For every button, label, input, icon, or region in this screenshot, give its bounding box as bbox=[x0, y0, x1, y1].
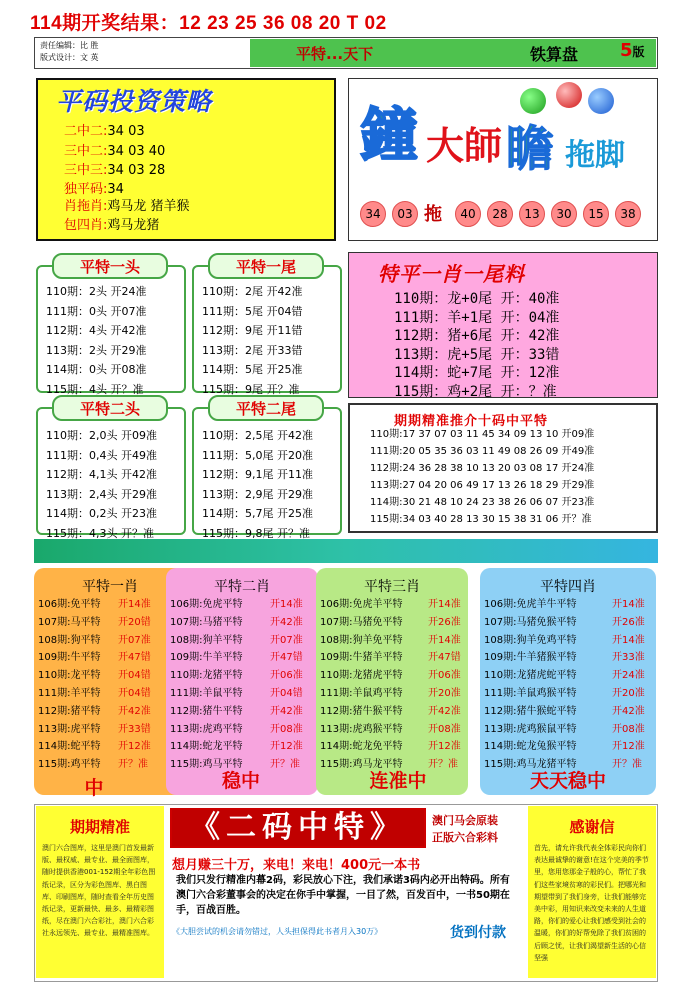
list-item: 114期：5尾 开25准 bbox=[202, 363, 303, 376]
result: 开？准 bbox=[270, 759, 300, 771]
list-item: 111期:20 05 35 36 03 11 49 08 26 09 开49准 bbox=[370, 446, 595, 457]
result: 开42准 bbox=[428, 705, 461, 717]
red-ball-icon bbox=[556, 82, 582, 108]
pingping-rows bbox=[394, 290, 559, 401]
result: 开26准 bbox=[428, 616, 461, 628]
result: 开42准 bbox=[270, 616, 303, 628]
tou2-rows bbox=[46, 426, 157, 543]
list-item: 110期：2头 开24准 bbox=[46, 285, 147, 298]
page-suffix: 版 bbox=[632, 45, 645, 59]
list-item: 112期:24 36 28 38 10 13 20 03 08 17 开24准 bbox=[370, 463, 595, 474]
pick: 114期:蛇平特 bbox=[38, 741, 101, 753]
result: 开12准 bbox=[612, 741, 645, 753]
list-item: 113期：2尾 开33错 bbox=[202, 343, 303, 357]
ball-number: 34 bbox=[360, 201, 386, 227]
strategy-label: 三中二: bbox=[64, 144, 108, 159]
header-pan: 铁算盘 bbox=[530, 45, 579, 64]
pick: 107期:马猪免平特 bbox=[320, 616, 403, 628]
list-item: 113期：虎+5尾 开：33错 bbox=[394, 346, 560, 363]
pick: 111期:羊鼠平特 bbox=[170, 687, 243, 699]
page-number bbox=[620, 40, 645, 61]
guarantee-quote: 《大胆尝试的机会请勿错过，人头担保得此书者月入30万》 bbox=[172, 927, 383, 936]
header-credits bbox=[40, 40, 99, 64]
list-item: 113期：2,4头 开29准 bbox=[46, 487, 157, 501]
strategy-row bbox=[64, 218, 159, 234]
result: 开07准 bbox=[118, 634, 151, 646]
pick: 112期:猪牛猴平特 bbox=[320, 705, 403, 717]
result: 开14准 bbox=[118, 599, 151, 610]
draw-result: 114期开奖结果：12 23 25 36 08 20 T 02 bbox=[30, 13, 387, 34]
list-item: 111期：0,4头 开49准 bbox=[46, 448, 157, 462]
list-item: 112期：9尾 开11错 bbox=[202, 324, 303, 337]
erma-banner: 《二码中特》 bbox=[170, 808, 426, 848]
list-item: 115期：鸡+2尾 开：？准 bbox=[394, 383, 557, 400]
result: 开14准 bbox=[428, 634, 461, 646]
list-item: 111期：0头 开07准 bbox=[46, 304, 147, 318]
column-title: 平特三肖 bbox=[364, 579, 420, 595]
column-title: 平特四肖 bbox=[540, 579, 596, 595]
tuo-char: 拖 bbox=[424, 204, 442, 225]
pick: 109期:牛平特 bbox=[38, 652, 101, 664]
pick: 113期:虎平特 bbox=[38, 723, 101, 735]
result: 开42准 bbox=[118, 705, 151, 717]
result: 开06准 bbox=[428, 670, 461, 682]
result: 开24准 bbox=[612, 670, 645, 682]
list-item: 110期：2尾 开42准 bbox=[202, 285, 303, 298]
result: 开14准 bbox=[612, 599, 645, 610]
strategy-value: 34 03 40 bbox=[107, 144, 166, 159]
column-2-slogan: 稳中 bbox=[221, 770, 260, 792]
result: 开？准 bbox=[118, 759, 148, 771]
ball-number: 38 bbox=[615, 201, 641, 227]
result: 开04错 bbox=[118, 687, 151, 699]
ball-number: 03 bbox=[392, 201, 418, 227]
list-item: 111期：5尾 开04错 bbox=[202, 304, 303, 318]
pick: 107期:马猪免猴平特 bbox=[484, 616, 577, 628]
result: 开12准 bbox=[428, 741, 461, 753]
result: 开14准 bbox=[270, 599, 303, 610]
pick: 112期:猪牛平特 bbox=[170, 705, 243, 717]
strategy-label: 二中二: bbox=[64, 124, 108, 139]
pick: 110期:龙猪平特 bbox=[170, 670, 243, 682]
pick: 113期:虎鸡猴鼠平特 bbox=[484, 723, 577, 735]
pick: 110期:龙平特 bbox=[38, 670, 101, 682]
left-promo-text: 澳门六合图库，这里是澳门首发最新版、最权威、最专业、最全面图库，随时提供香港001-152期全年彩色图纸记录，区分为彩色图库、黑白图库、印刷图库，随时查看全年历史图纸记录，更新最快、最多、最精彩图纸，尽在澳门六合彩社，澳门六合彩社永远领先、最专业、最精准图库。 bbox=[42, 844, 156, 938]
pick: 108期:狗羊免鸡平特 bbox=[484, 634, 577, 646]
column-4-rows bbox=[484, 596, 645, 774]
list-item: 112期：猪+6尾 开：42准 bbox=[394, 328, 560, 344]
result: 开08准 bbox=[428, 723, 461, 735]
column-title: 平特一肖 bbox=[82, 579, 138, 595]
ball-number: 30 bbox=[551, 201, 577, 227]
result: 开12准 bbox=[118, 741, 151, 753]
strategy-label: 三中三: bbox=[64, 163, 108, 178]
list-item: 115期：9,8尾 开？准 bbox=[202, 526, 310, 540]
pick: 111期:羊鼠鸡平特 bbox=[320, 687, 403, 699]
dashi-chars: 大師 bbox=[426, 123, 503, 168]
result: 开08准 bbox=[612, 723, 645, 735]
column-3-slogan: 连准中 bbox=[369, 770, 427, 792]
erma-description: 我们只发行精准内幕2码，彩民放心下注，我们承诺3码内必开出特码。所有澳门六合彩董事会的决定在你手中掌握，一目了然，百发百中，一书50期在手，百战百胜。 bbox=[176, 875, 510, 916]
result: 开14准 bbox=[428, 599, 461, 610]
ball-number: 15 bbox=[583, 201, 609, 227]
cod-label: 货到付款 bbox=[450, 925, 506, 941]
list-item: 112期：4头 开42准 bbox=[46, 324, 147, 337]
pick: 114期:蛇龙平特 bbox=[170, 741, 243, 753]
strategy-row bbox=[64, 182, 124, 198]
result: 开20错 bbox=[118, 616, 151, 628]
pick: 106期:免虎平特 bbox=[170, 599, 243, 610]
pick: 106期:免虎羊牛平特 bbox=[484, 599, 577, 610]
result: 开47错 bbox=[428, 652, 461, 664]
wei2-rows bbox=[202, 426, 313, 543]
pick: 115期:鸡马平特 bbox=[170, 759, 243, 771]
pick: 115期:鸡平特 bbox=[38, 759, 101, 771]
strategy-value: 34 bbox=[107, 182, 124, 197]
result: 开26准 bbox=[612, 616, 645, 628]
wei2-title: 平特二尾 bbox=[208, 395, 324, 421]
result: 开20准 bbox=[428, 687, 461, 699]
pick: 108期:狗羊平特 bbox=[170, 634, 243, 646]
tenma-rows bbox=[370, 426, 594, 528]
column-2-rows bbox=[170, 596, 303, 774]
pick: 106期:免平特 bbox=[38, 599, 101, 610]
divider-bar bbox=[34, 539, 658, 563]
result: 开06准 bbox=[270, 670, 303, 682]
result: 开14准 bbox=[612, 634, 645, 646]
ball-number: 13 bbox=[519, 201, 545, 227]
tenma-title: 期期精准推介十码中平特 bbox=[394, 414, 549, 429]
list-item: 110期：2,5尾 开42准 bbox=[202, 429, 313, 442]
erma-side-line: 正版六合彩料 bbox=[432, 831, 498, 844]
pick: 112期:猪平特 bbox=[38, 705, 101, 717]
list-item: 114期：0,2头 开23准 bbox=[46, 507, 157, 520]
tou1-title: 平特一头 bbox=[52, 253, 168, 279]
result: 开42准 bbox=[612, 705, 645, 717]
list-item: 110期:17 37 07 03 11 45 34 09 13 10 开09准 bbox=[370, 429, 595, 440]
column-1-slogan: 中 bbox=[84, 777, 104, 799]
strategy-value: 鸡马龙猪 bbox=[107, 218, 160, 233]
pick: 107期:马平特 bbox=[38, 616, 101, 628]
list-item: 115期：4,3头 开？准 bbox=[46, 526, 154, 540]
strategy-value: 34 03 bbox=[107, 124, 145, 139]
ball-number: 28 bbox=[487, 201, 513, 227]
list-item: 111期：5,0尾 开20准 bbox=[202, 448, 313, 462]
result: 开42准 bbox=[270, 705, 303, 717]
column-title: 平特二肖 bbox=[214, 579, 270, 595]
erma-side bbox=[432, 812, 498, 846]
result: 开12准 bbox=[270, 741, 303, 753]
page-number-value: 5 bbox=[620, 40, 633, 61]
pick: 114期:蛇龙兔猴平特 bbox=[484, 741, 577, 753]
wei1-rows bbox=[202, 282, 303, 399]
strategy-row bbox=[64, 199, 190, 215]
pick: 108期:狗平特 bbox=[38, 634, 101, 646]
zhan-char: 瞻 bbox=[506, 121, 555, 177]
list-item: 112期：4,1头 开42准 bbox=[46, 468, 157, 481]
pick: 108期:狗羊免平特 bbox=[320, 634, 403, 646]
result: 开33错 bbox=[118, 723, 151, 735]
column-3-rows bbox=[320, 596, 461, 774]
tuojiao-chars: 拖脚 bbox=[565, 138, 625, 173]
list-item: 115期：9尾 开？准 bbox=[202, 382, 300, 396]
pick: 113期:虎鸡平特 bbox=[170, 723, 243, 735]
editor-credit: 责任编辑：比 胜 bbox=[40, 41, 99, 50]
list-item: 113期：2,9尾 开29准 bbox=[202, 487, 313, 501]
strategy-row bbox=[64, 163, 165, 179]
ball-number: 40 bbox=[455, 201, 481, 227]
result: 开47错 bbox=[118, 652, 151, 664]
zhong-char: 鐘 bbox=[360, 101, 419, 169]
result: 开04错 bbox=[270, 687, 303, 699]
thanks-text: 首先，请允许我代表全体彩民向你们表达最诚挚的谢意!在这个完美的季节里，您用您那金子般的心，帮忙了我们这些家境贫寒的彩民们。把哪光和期望带到了我们身旁，让我们能够完美中彩，用知识来改变未来的人生道路，你们的爱心让我们感受到社会的温暖，你们的好帮免除了我们贫困的后顾之忧，让我们渴望新生活的心信坚强 bbox=[534, 844, 649, 962]
list-item: 110期：2,0头 开09准 bbox=[46, 429, 157, 442]
list-item: 114期：蛇+7尾 开：12准 bbox=[394, 365, 560, 381]
list-item: 113期：2头 开29准 bbox=[46, 343, 147, 357]
list-item: 112期：9,1尾 开11准 bbox=[202, 468, 313, 481]
strategy-value: 34 03 28 bbox=[107, 163, 166, 178]
result: 开08准 bbox=[270, 723, 303, 735]
pick: 111期:羊鼠鸡猴平特 bbox=[484, 687, 577, 699]
pick: 107期:马猪平特 bbox=[170, 616, 243, 628]
pick: 114期:蛇龙免平特 bbox=[320, 741, 403, 753]
list-item: 113期:27 04 20 06 49 17 13 26 18 29 开29准 bbox=[370, 480, 595, 491]
column-4-slogan: 天天稳中 bbox=[529, 770, 606, 792]
pick: 110期:龙猪虎平特 bbox=[320, 670, 403, 682]
list-item: 114期:30 21 48 10 24 23 38 26 06 07 开23准 bbox=[370, 497, 595, 508]
strategy-value: 鸡马龙 猪羊猴 bbox=[107, 199, 190, 214]
pick: 106期:免虎羊平特 bbox=[320, 599, 403, 610]
strategy-label: 独平码: bbox=[64, 182, 108, 197]
pick: 109期:牛羊猪猴平特 bbox=[484, 652, 577, 664]
pingping-title: 特平一肖一尾料 bbox=[378, 262, 525, 286]
pick: 115期:鸡马龙猪平特 bbox=[484, 759, 577, 771]
strategy-row bbox=[64, 124, 145, 140]
pick: 109期:牛羊平特 bbox=[170, 652, 243, 664]
list-item: 114期：0头 开08准 bbox=[46, 363, 147, 376]
result: 开20准 bbox=[612, 687, 645, 699]
result: 开？准 bbox=[612, 759, 642, 771]
pick: 109期:牛猪羊平特 bbox=[320, 652, 403, 664]
pick: 110期:龙猪虎蛇平特 bbox=[484, 670, 577, 682]
pick: 113期:虎鸡猴平特 bbox=[320, 723, 403, 735]
list-item: 110期：龙+0尾 开：40准 bbox=[394, 291, 560, 307]
blue-ball-icon bbox=[588, 88, 614, 114]
strategy-row bbox=[64, 144, 165, 160]
strategy-title: 平码投资策略 bbox=[56, 87, 213, 116]
list-item: 114期：5,7尾 开25准 bbox=[202, 507, 313, 520]
strategy-label: 包四肖: bbox=[64, 218, 108, 233]
strategy-label: 肖拖肖: bbox=[64, 199, 108, 214]
list-item: 111期：羊+1尾 开：04准 bbox=[394, 309, 560, 326]
tou1-rows bbox=[46, 282, 147, 399]
result: 开07准 bbox=[270, 634, 303, 646]
pick: 112期:猪牛猴蛇平特 bbox=[484, 705, 577, 717]
result: 开47错 bbox=[270, 652, 303, 664]
header-title: 平特...天下 bbox=[296, 45, 374, 63]
column-1-rows bbox=[38, 596, 151, 774]
pick: 115期:鸡马龙平特 bbox=[320, 759, 403, 771]
pick: 111期:羊平特 bbox=[38, 687, 101, 699]
list-item: 115期:34 03 40 28 13 30 15 38 31 06 开？准 bbox=[370, 514, 592, 525]
list-item: 115期：4头 开？准 bbox=[46, 382, 144, 396]
left-promo-title: 期期精准 bbox=[69, 818, 130, 836]
result: 开04错 bbox=[118, 670, 151, 682]
erma-side-line: 澳门马会原装 bbox=[432, 814, 498, 827]
designer-credit: 版式设计：文 英 bbox=[40, 53, 99, 62]
result: 开33准 bbox=[612, 652, 645, 664]
thanks-title: 感谢信 bbox=[569, 818, 615, 836]
wei1-title: 平特一尾 bbox=[208, 253, 324, 279]
result: 开？准 bbox=[428, 759, 458, 771]
tou2-title: 平特二头 bbox=[52, 395, 168, 421]
hotline-slogan: 想月赚三十万，来电！来电！400元一本书 bbox=[172, 858, 421, 873]
